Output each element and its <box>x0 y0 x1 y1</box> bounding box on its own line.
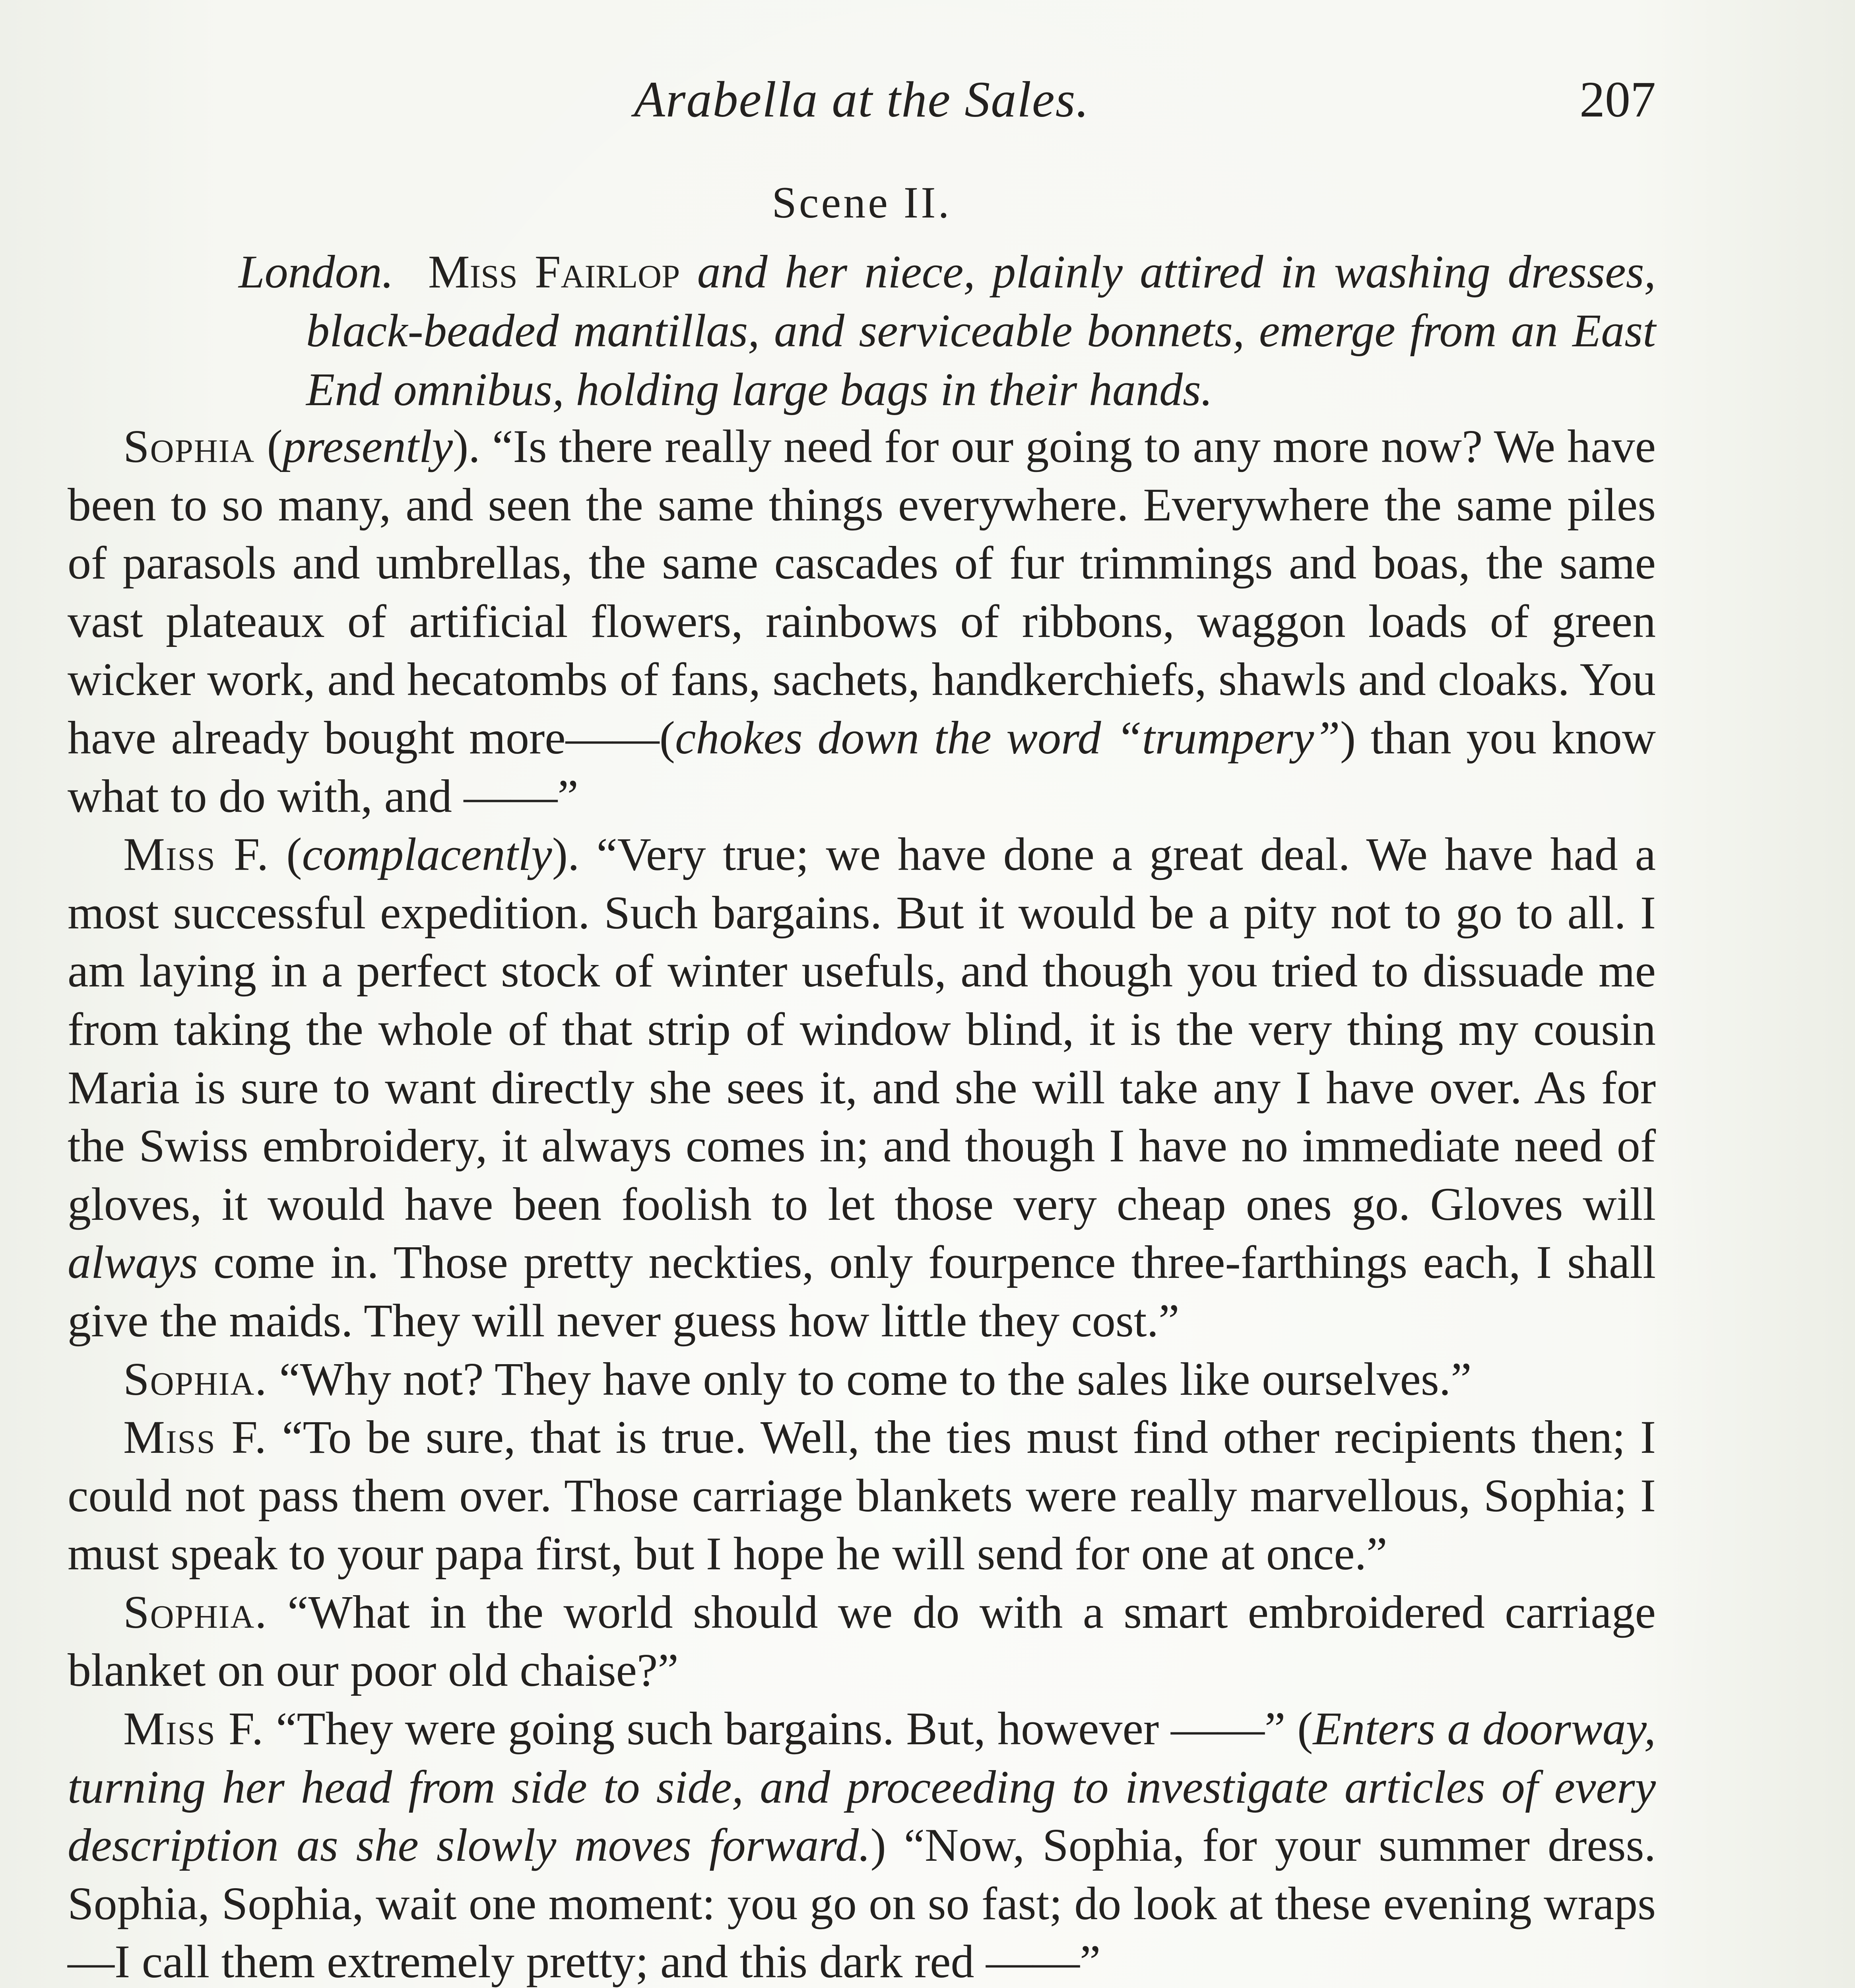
emphasis: always <box>68 1236 198 1289</box>
speaker-name: Sophia <box>123 420 255 472</box>
running-head <box>68 56 1656 143</box>
stage-direction: chokes down the word “trumpery” <box>675 711 1340 764</box>
stage-direction: complacently <box>302 828 552 881</box>
dialogue-paragraph <box>68 825 1656 1350</box>
dialogue-text: ). “Very true; we have done a great deal. We have had a most successful expedition. Such bargains. But it would be a pity not to go to all. I am laying in a perfect stock of winter usefuls, and though you tried to dissuade me from taking the whole of that strip of window blind, it is the very thing my cousin Maria is sure to want directly she sees it, and she will take any I have over. As for the Swiss embroidery, it always comes in; and though I have no immediate need of gloves, it would have been foolish to let those very cheap ones go. Gloves will <box>68 828 1656 1230</box>
dialogue-text: “They were going such bargains. But, however ——” ( <box>264 1703 1313 1755</box>
dialogue-text: come in. Those pretty neckties, only fourpence three-farthings each, I shall give the maids. They will never guess how little they cost.” <box>68 1236 1656 1347</box>
dialogue-paragraph <box>68 417 1656 825</box>
speaker-name: Sophia. <box>123 1353 268 1405</box>
stage-direction: Enters a doorway, turning her head from side to side, and proceeding to investigate articles of every description as she slowly moves forward. <box>68 1703 1656 1872</box>
opening-stage-direction <box>68 243 1656 419</box>
dialogue-text: ) than you know what to do with, and ——” <box>68 711 1656 822</box>
dialogue-text: “Why not? They have only to come to the sales like ourselves.” <box>267 1353 1472 1405</box>
stage-direction-name: Miss Fairlop <box>428 246 680 298</box>
page-number: 207 <box>1579 71 1656 128</box>
dialogue-text: ( <box>269 828 302 881</box>
dialogue-paragraph <box>68 1350 1656 1409</box>
stage-direction: presently <box>282 420 453 472</box>
dialogue-paragraph <box>68 1700 1656 1988</box>
scene-setting: London. <box>239 246 394 298</box>
dialogue-text: “To be sure, that is true. Well, the ties must find other recipients then; I could not pass them over. Those carriage blankets were really marvellous, Sophia; I must speak to your papa first, but I hope he will send for one at once.” <box>68 1411 1656 1580</box>
dialogue-text: ). “Is there really need for our going to any more now? We have been to so many, and seen the same things everywhere. Everywhere the same piles of parasols and umbrellas, the same cascades of fur trimmings and boas, the same vast plateaux of artificial flowers, rainbows of ribbons, waggon loads of green wicker work, and hecatombs of fans, sachets, handkerchiefs, shawls and cloaks. You have already bought more——( <box>68 420 1656 764</box>
dialogue-text: ( <box>255 420 283 472</box>
speaker-name: Miss F. <box>123 1411 267 1464</box>
speaker-name: Miss F. <box>123 1703 264 1755</box>
scene-heading: Scene II. <box>772 178 952 227</box>
dialogue-paragraph <box>68 1583 1656 1700</box>
stage-direction-text: and her niece, plainly attired in washing dresses, black-beaded mantillas, and serviceable bonnets, emerge from an East End omnibus, holding large bags in their hands. <box>306 246 1656 415</box>
dialogue-paragraph <box>68 1408 1656 1583</box>
running-title: Arabella at the Sales. <box>634 71 1090 128</box>
speaker-name: Sophia. <box>123 1586 268 1638</box>
dialogue-text: “What in the world should we do with a smart embroidered carriage blanket on our poor old chaise?” <box>68 1586 1656 1697</box>
speaker-name: Miss F. <box>123 828 270 881</box>
dialogue-text: ) “Now, Sophia, for your summer dress. Sophia, Sophia, wait one moment: you go on so fast; do look at these evening wraps—I call them extremely pretty; and this dark red ——” <box>68 1819 1656 1988</box>
dialogue-body <box>68 417 1656 1988</box>
